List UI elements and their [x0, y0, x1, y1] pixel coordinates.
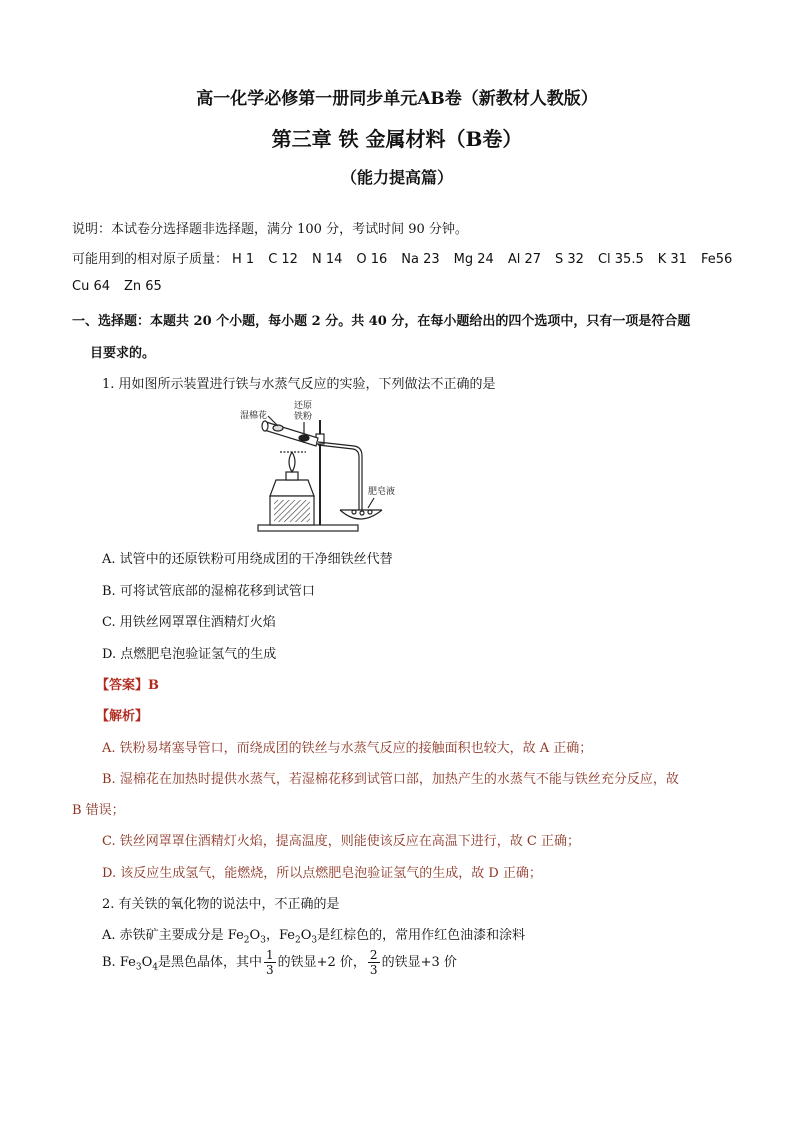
document-title: 高一化学必修第一册同步单元AB卷（新教材人教版） [196, 89, 598, 109]
flame [289, 452, 295, 472]
q2b-sub-2: 4 [152, 962, 158, 973]
q2b-text-5: 的铁显+3 价 [381, 955, 457, 970]
iron-powder [299, 435, 309, 441]
fraction-1-denominator: 3 [265, 963, 274, 977]
q2b-text-2: O [141, 955, 153, 970]
chapter-title: 第三章 铁 金属材料（B卷） [271, 127, 523, 151]
label-iron-2: 铁粉 [294, 412, 313, 422]
q2-stem: 2. 有关铁的氧化物的说法中，不正确的是 [102, 897, 340, 912]
q2b-text-4: 的铁显+2 价， [277, 955, 366, 970]
atom-h: H 1 [232, 252, 255, 267]
q1-option-b: B. 可将试管底部的湿棉花移到试管口 [102, 584, 315, 599]
atom-cu: Cu 64 [72, 279, 110, 294]
q1-option-c: C. 用铁丝网罩罩住酒精灯火焰 [102, 615, 276, 630]
q1-option-a: A. 试管中的还原铁粉可用绕成团的干净细铁丝代替 [102, 552, 393, 567]
label-iron-1: 还原 [294, 401, 313, 411]
fraction-2-numerator: 2 [369, 948, 378, 962]
q2a-text-2: O [249, 928, 261, 943]
atom-fe: Fe56 [700, 252, 733, 267]
section-heading-line2: 目要求的。 [90, 346, 156, 361]
q1-answer: 【答案】B [96, 678, 159, 693]
q2-option-a [102, 924, 525, 946]
atom-mg: Mg 24 [453, 252, 494, 267]
atomic-mass-label: 可能用到的相对原子质量： [72, 252, 229, 267]
fraction-2-denominator: 3 [369, 963, 378, 977]
q2a-sub-1: 2 [243, 935, 250, 946]
subtitle: （能力提高篇） [340, 168, 453, 187]
q2a-sub-2: 3 [260, 935, 266, 946]
test-tube [264, 422, 318, 446]
q1-analysis-c: C. 铁丝网罩罩住酒精灯火焰，提高温度，则能使该反应在高温下进行，故 C 正确； [102, 834, 580, 849]
q2a-sub-4: 3 [311, 935, 318, 946]
exam-note: 说明：本试卷分选择题非选择题，满分 100 分，考试时间 90 分钟。 [72, 222, 468, 237]
atom-c: C 12 [268, 252, 298, 267]
atomic-mass-line-2 [72, 279, 176, 294]
fraction-1-numerator: 1 [265, 948, 274, 962]
delivery-tube [318, 442, 362, 510]
atom-al: Al 27 [507, 252, 542, 267]
q2a-text-1: A. 赤铁矿主要成分是 Fe [102, 928, 244, 943]
atom-zn: Zn 65 [124, 279, 162, 294]
q2a-sub-3: 2 [294, 935, 301, 946]
q1-analysis-b-cont: B 错误； [72, 803, 125, 818]
q1-analysis-b: B. 湿棉花在加热时提供水蒸气，若湿棉花移到试管口部，加热产生的水蒸气不能与铁丝充分反应，故 [102, 772, 679, 787]
atom-cl: Cl 35.5 [597, 252, 644, 267]
atom-o: O 16 [356, 252, 388, 267]
q2b-sub-1: 3 [135, 962, 142, 973]
section-heading-line1: 一、选择题：本题共 20 个小题，每小题 2 分。共 40 分，在每小题给出的四个选项中，只有一项是符合题 [72, 314, 691, 329]
q2a-text-5: 是红棕色的，常用作红色油漆和涂料 [317, 928, 526, 943]
q1-analysis-a: A. 铁粉易堵塞导管口，而绕成团的铁丝与水蒸气反应的接触面积也较大，故 A 正确； [102, 741, 593, 756]
q2b-text-1: B. Fe [102, 955, 136, 970]
atomic-mass-line [72, 248, 746, 267]
label-soap: 肥皂液 [368, 487, 396, 497]
q1-analysis-label: 【解析】 [96, 709, 149, 724]
atom-n: N 14 [311, 252, 343, 267]
q2b-text-3: 是黑色晶体，其中 [157, 955, 262, 970]
label-wet-cotton: 湿棉花 [240, 411, 268, 421]
q2a-text-3: ，Fe [265, 928, 295, 943]
alcohol-lamp [270, 480, 314, 496]
atom-na: Na 23 [401, 252, 440, 267]
fraction-two-thirds [368, 948, 380, 977]
q1-option-d: D. 点燃肥皂泡验证氢气的生成 [102, 647, 277, 662]
q1-analysis-d: D. 该反应生成氢气，能燃烧，所以点燃肥皂泡验证氢气的生成，故 D 正确； [102, 866, 542, 881]
atom-k: K 31 [657, 252, 687, 267]
stand-base [258, 525, 358, 531]
q2a-text-4: O [300, 928, 312, 943]
apparatus-figure [236, 400, 426, 535]
fraction-one-third [264, 948, 276, 977]
q2-option-b [102, 948, 457, 977]
atom-s: S 32 [555, 252, 584, 267]
q1-stem: 1. 用如图所示装置进行铁与水蒸气反应的实验，下列做法不正确的是 [102, 377, 496, 392]
